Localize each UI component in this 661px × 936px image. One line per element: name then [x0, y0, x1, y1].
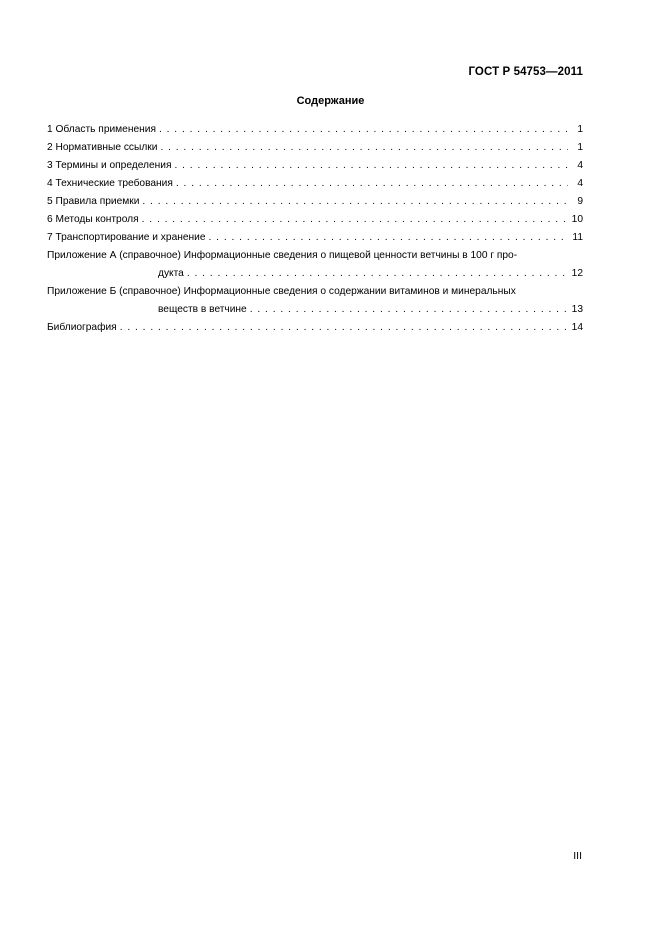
toc-entry-label-line1: Приложение Б (справочное) Информационные сведения о содержании витаминов и минеральных	[47, 286, 516, 297]
toc-entry-page: 4	[577, 178, 583, 189]
document-code: ГОСТ Р 54753—2011	[468, 66, 583, 78]
toc-entry-terms-definitions[interactable]	[47, 157, 583, 175]
toc-entry-page: 14	[571, 322, 583, 333]
toc-entry-page: 10	[571, 214, 583, 225]
toc-entry-scope[interactable]	[47, 121, 583, 139]
dot-leader	[159, 121, 568, 139]
toc-entry-normative-references[interactable]	[47, 139, 583, 157]
toc-entry-acceptance-rules[interactable]	[47, 193, 583, 211]
dot-leader	[209, 229, 568, 247]
toc-entry-label-line1: Приложение А (справочное) Информационные сведения о пищевой ценности ветчины в 100 г про-	[47, 250, 518, 261]
toc-entry-label: 4 Технические требования	[47, 178, 173, 189]
toc-entry-control-methods[interactable]	[47, 211, 583, 229]
toc-entry-label: 6 Методы контроля	[47, 214, 139, 225]
toc-entry-page: 1	[577, 142, 583, 153]
toc-entry-page: 4	[577, 160, 583, 171]
dot-leader	[250, 301, 568, 319]
dot-leader	[142, 211, 568, 229]
toc-entry-label: 5 Правила приемки	[47, 196, 140, 207]
table-of-contents	[47, 121, 583, 337]
toc-entry-page: 12	[571, 268, 583, 279]
dot-leader	[187, 265, 568, 283]
toc-entry-label-line2: дукта	[158, 268, 184, 279]
toc-entry-label-line2: веществ в ветчине	[158, 304, 247, 315]
toc-entry-page: 11	[572, 232, 583, 243]
toc-entry-label: 7 Транспортирование и хранение	[47, 232, 206, 243]
dot-leader	[142, 193, 568, 211]
toc-entry-annex-b[interactable]	[47, 283, 583, 319]
dot-leader	[160, 139, 568, 157]
dot-leader	[176, 175, 568, 193]
toc-entry-page: 1	[577, 124, 583, 135]
toc-entry-technical-requirements[interactable]	[47, 175, 583, 193]
toc-title: Содержание	[296, 95, 365, 107]
dot-leader	[120, 319, 568, 337]
toc-entry-transport-storage[interactable]	[47, 229, 583, 247]
toc-entry-page: 13	[571, 304, 583, 315]
toc-entry-page: 9	[577, 196, 583, 207]
toc-entry-annex-a[interactable]	[47, 247, 583, 283]
toc-entry-label: 2 Нормативные ссылки	[47, 142, 158, 153]
toc-entry-label: 3 Термины и определения	[47, 160, 172, 171]
dot-leader	[174, 157, 568, 175]
toc-entry-bibliography[interactable]	[47, 319, 583, 337]
toc-entry-label: 1 Область применения	[47, 124, 156, 135]
toc-entry-label: Библиография	[47, 322, 117, 333]
page-number: III	[573, 850, 582, 862]
